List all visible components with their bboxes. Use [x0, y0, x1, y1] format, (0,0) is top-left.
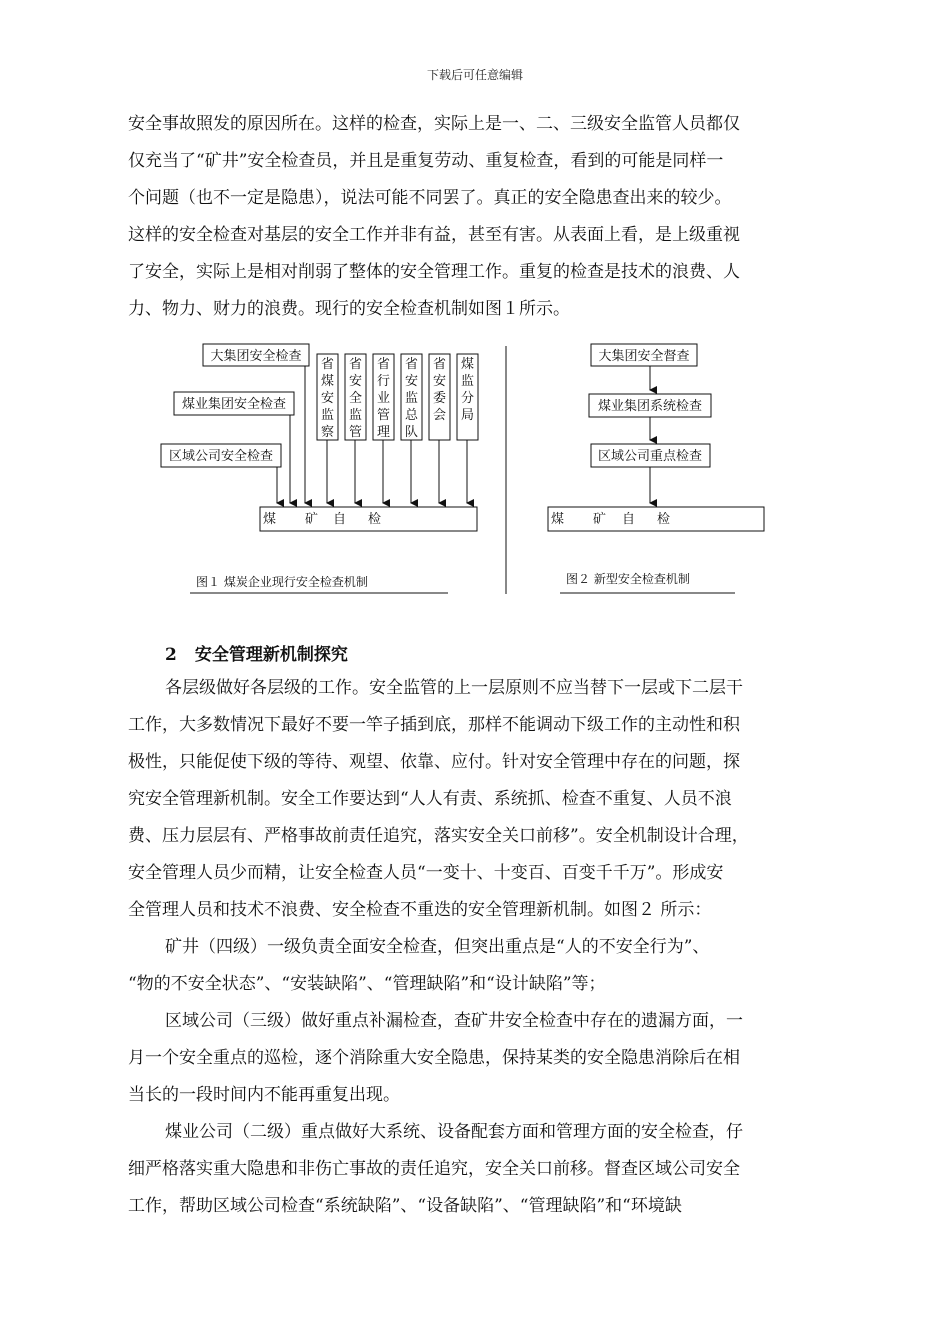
bottom-char: 煤 — [551, 512, 565, 527]
text-line: 仅充当了“矿井”安全检查员，并且是重复劳动、重复检查，看到的可能是同样一 — [128, 151, 724, 171]
text-line: 月一个安全重点的巡检，逐个消除重大安全隐患，保持某类的安全隐患消除后在相 — [128, 1048, 740, 1068]
fig1-vertical-box — [345, 354, 366, 440]
text-line: 工作，大多数情况下最好不要一竿子插到底，那样不能调动下级工作的主动性和积 — [128, 715, 740, 735]
bottom-char: 煤 — [263, 512, 277, 527]
text-line: 工作，帮助区域公司检查“系统缺陷”、“设备缺陷”、“管理缺陷”和“环境缺 — [128, 1196, 682, 1216]
fig1-vertical-box — [429, 354, 450, 440]
text-line: 各层级做好各层级的工作。安全监管的上一层原则不应当替下一层或下二层干 — [165, 678, 743, 698]
fig1-box-label: 煤业集团安全检查 — [181, 397, 287, 412]
paragraph — [128, 670, 828, 929]
text-line: 安全管理人员少而精，让安全检查人员“一变十、十变百、百变千千万”。形成安 — [128, 863, 724, 883]
bottom-char: 矿 — [593, 512, 607, 527]
fig1-caption: 图１ 煤炭企业现行安全检查机制 — [196, 575, 368, 589]
section-number: 2 — [165, 645, 177, 665]
fig2-box-group-region — [591, 444, 710, 467]
fig1-vertical-box — [373, 354, 394, 440]
section-heading — [165, 640, 348, 665]
fig1-vertical-box-label: 省行业管理 — [376, 357, 391, 440]
fig1-vertical-box-label: 省煤安监察 — [320, 357, 335, 440]
fig2-box-group-corp — [591, 344, 697, 366]
fig1-vertical-box-label: 省安监总队 — [404, 357, 419, 440]
fig2-box-label: 区域公司重点检查 — [597, 449, 703, 464]
fig1-vertical-box-label: 省安全监管 — [348, 357, 363, 440]
text-line: 这样的安全检查对基层的安全工作并非有益，甚至有害。从表面上看，是上级重视 — [128, 225, 740, 245]
fig1-box-group-corp — [203, 344, 309, 366]
text-line: 矿井（四级）一级负责全面安全检查，但突出重点是“人的不安全行为”、 — [165, 937, 710, 957]
intro-paragraph — [128, 106, 828, 328]
text-line: 极性，只能促使下级的等待、观望、依靠、应付。针对安全管理中存在的问题，探 — [128, 752, 740, 772]
section-title: 安全管理新机制探究 — [194, 645, 348, 665]
text-line: 细严格落实重大隐患和非伤亡事故的责任追究，安全关口前移。督查区域公司安全 — [128, 1159, 740, 1179]
fig1-box-group-region — [161, 444, 281, 467]
text-line: 个问题（也不一定是隐患），说法可能不同罢了。真正的安全隐患查出来的较少。 — [128, 188, 732, 208]
fig1-vertical-box-label: 煤监分局 — [460, 357, 475, 423]
paragraph — [128, 1114, 828, 1225]
text-line: 全管理人员和技术不浪费、安全检查不重迭的安全管理新机制。如图２ 所示： — [128, 900, 712, 920]
fig2-box-label: 大集团安全督查 — [598, 349, 690, 364]
text-line: 煤业公司（二级）重点做好大系统、设备配套方面和管理方面的安全检查，仔 — [165, 1122, 743, 1142]
fig2-caption: 图２ 新型安全检查机制 — [566, 572, 690, 586]
text-line: 费、压力层层有、严格事故前责任追究，落实安全关口前移”。安全机制设计合理， — [128, 826, 749, 846]
text-line: 了安全，实际上是相对削弱了整体的安全管理工作。重复的检查是技术的浪费、人 — [128, 262, 740, 282]
page-header: 下载后可任意编辑 — [426, 68, 523, 82]
fig1-vertical-box — [457, 354, 478, 440]
body-text — [128, 670, 828, 1225]
bottom-char: 矿 — [305, 512, 319, 527]
text-line: 安全事故照发的原因所在。这样的检查，实际上是一、二、三级安全监管人员都仅 — [128, 114, 740, 134]
fig1-vertical-box — [401, 354, 422, 440]
text-line: 区域公司（三级）做好重点补漏检查，查矿井安全检查中存在的遗漏方面，一 — [165, 1011, 743, 1031]
paragraph — [128, 1003, 828, 1114]
bottom-char: 自 — [333, 512, 347, 527]
fig1-vertical-boxes — [317, 354, 478, 440]
fig1-box-group-coal — [174, 392, 294, 415]
fig2-box-label: 煤业集团系统检查 — [597, 399, 703, 414]
text-line: 当长的一段时间内不能再重复出现。 — [128, 1085, 400, 1105]
paragraph — [128, 929, 828, 1003]
figures-diagram — [0, 340, 950, 600]
fig1-vertical-box-label: 省安委会 — [432, 357, 447, 423]
fig1-bottom-box — [260, 507, 477, 531]
text-line: “物的不安全状态”、“安装缺陷”、“管理缺陷”和“设计缺陷”等； — [128, 974, 606, 994]
fig2-box-group-coal — [589, 394, 711, 417]
fig1-vertical-box — [317, 354, 338, 440]
fig1-box-label: 区域公司安全检查 — [168, 449, 274, 464]
bottom-char: 检 — [657, 512, 671, 527]
text-line: 究安全管理新机制。安全工作要达到“人人有责、系统抓、检查不重复、人员不浪 — [128, 789, 732, 809]
text-line: 力、物力、财力的浪费。现行的安全检查机制如图１所示。 — [128, 299, 570, 319]
fig2-bottom-box — [548, 507, 764, 531]
bottom-char: 检 — [368, 512, 382, 527]
bottom-char: 自 — [622, 512, 636, 527]
fig1-box-label: 大集团安全检查 — [210, 349, 302, 364]
